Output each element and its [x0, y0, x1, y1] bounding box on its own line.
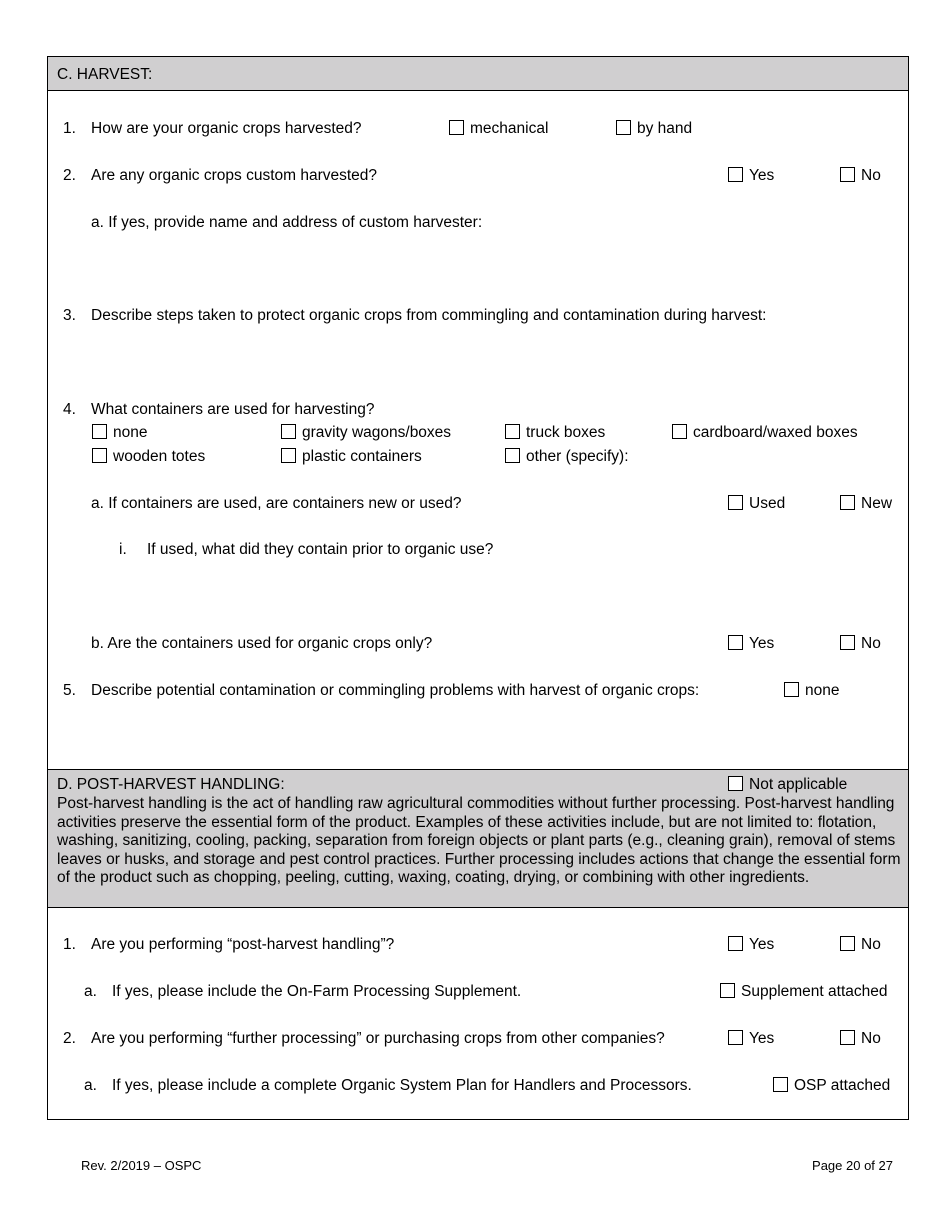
- q4-option-truck-boxes[interactable]: truck boxes: [505, 424, 605, 442]
- section-d-not-applicable-option[interactable]: Not applicable: [728, 776, 847, 794]
- q1-by-hand-option[interactable]: by hand: [616, 120, 692, 138]
- q2a-text: a. If yes, provide name and address of custom harvester:: [91, 214, 483, 231]
- q4-text: What containers are used for harvesting?: [91, 401, 375, 418]
- q2-yes-option[interactable]: Yes: [728, 167, 774, 185]
- checkbox[interactable]: [281, 448, 296, 463]
- q4b-text: b. Are the containers used for organic crops only?: [91, 635, 433, 652]
- checkbox[interactable]: [840, 167, 855, 182]
- d-q1-text: Are you performing “post-harvest handling”?: [91, 936, 395, 953]
- q5-text: Describe potential contamination or commingling problems with harvest of organic crops:: [91, 682, 700, 699]
- q4b-no-option[interactable]: No: [840, 635, 881, 653]
- checkbox[interactable]: [728, 776, 743, 791]
- q5-none-option[interactable]: none: [784, 682, 839, 700]
- d-q1-number: 1.: [63, 936, 76, 953]
- checkbox[interactable]: [784, 682, 799, 697]
- q2-no-option[interactable]: No: [840, 167, 881, 185]
- checkbox[interactable]: [840, 635, 855, 650]
- checkbox[interactable]: [505, 448, 520, 463]
- d-q2-number: 2.: [63, 1030, 76, 1047]
- q4-option-gravity-wagons[interactable]: gravity wagons/boxes: [281, 424, 451, 442]
- q4b-yes-option[interactable]: Yes: [728, 635, 774, 653]
- checkbox[interactable]: [840, 936, 855, 951]
- d-q1-yes-option[interactable]: Yes: [728, 936, 774, 954]
- q2-number: 2.: [63, 167, 76, 184]
- d-q2-no-option[interactable]: No: [840, 1030, 881, 1048]
- footer-page-number: Page 20 of 27: [812, 1158, 893, 1173]
- q3-number: 3.: [63, 307, 76, 324]
- d-q2a-number: a.: [84, 1077, 97, 1094]
- section-d-title: D. POST-HARVEST HANDLING:: [57, 776, 285, 793]
- section-c-title: C. HARVEST:: [57, 66, 153, 83]
- q4a-text: a. If containers are used, are containers new or used?: [91, 495, 462, 512]
- d-q1-no-option[interactable]: No: [840, 936, 881, 954]
- checkbox[interactable]: [728, 1030, 743, 1045]
- q4-option-none[interactable]: none: [92, 424, 147, 442]
- checkbox[interactable]: [672, 424, 687, 439]
- section-d-description: Post-harvest handling is the act of handling raw agricultural commodities without further processing. Post-harvest handling activities preserve the essential form of the product. Examples of these activities include, but are not limited to: flotation, washing, sanitizing, cooling, packing, separation from foreign objects or plant parts (e.g., cleaning grain), removal of stems leaves or husks, and storage and pest control practices. Further processing includes actions that change the essential form of the product such as chopping, peeling, cutting, waxing, coating, drying, or combining with other ingredients.: [57, 795, 901, 887]
- q5-number: 5.: [63, 682, 76, 699]
- checkbox[interactable]: [840, 495, 855, 510]
- checkbox[interactable]: [720, 983, 735, 998]
- checkbox[interactable]: [840, 1030, 855, 1045]
- checkbox[interactable]: [728, 167, 743, 182]
- d-q2a-osp-option[interactable]: OSP attached: [773, 1077, 890, 1095]
- checkbox[interactable]: [728, 936, 743, 951]
- q4-option-plastic-containers[interactable]: plastic containers: [281, 448, 422, 466]
- q1-text: How are your organic crops harvested?: [91, 120, 362, 137]
- section-c-header-divider: [47, 90, 909, 91]
- checkbox[interactable]: [728, 495, 743, 510]
- d-q1a-supplement-option[interactable]: Supplement attached: [720, 983, 888, 1001]
- d-q2-text: Are you performing “further processing” or purchasing crops from other companies?: [91, 1030, 665, 1047]
- section-c-header: [48, 57, 908, 90]
- d-q1a-text: If yes, please include the On-Farm Processing Supplement.: [112, 983, 522, 1000]
- q4a-new-option[interactable]: New: [840, 495, 892, 513]
- checkbox[interactable]: [616, 120, 631, 135]
- q4-number: 4.: [63, 401, 76, 418]
- q2-text: Are any organic crops custom harvested?: [91, 167, 378, 184]
- q4ai-number: i.: [119, 541, 127, 558]
- checkbox[interactable]: [449, 120, 464, 135]
- checkbox[interactable]: [505, 424, 520, 439]
- q4-option-wooden-totes[interactable]: wooden totes: [92, 448, 205, 466]
- d-q2-yes-option[interactable]: Yes: [728, 1030, 774, 1048]
- q4a-used-option[interactable]: Used: [728, 495, 785, 513]
- d-q1a-number: a.: [84, 983, 97, 1000]
- checkbox[interactable]: [728, 635, 743, 650]
- q4-option-other[interactable]: other (specify):: [505, 448, 629, 466]
- q1-number: 1.: [63, 120, 76, 137]
- q4ai-text: If used, what did they contain prior to organic use?: [147, 541, 494, 558]
- checkbox[interactable]: [281, 424, 296, 439]
- checkbox[interactable]: [92, 448, 107, 463]
- q1-mechanical-option[interactable]: mechanical: [449, 120, 548, 138]
- q4-option-cardboard-boxes[interactable]: cardboard/waxed boxes: [672, 424, 858, 442]
- footer-revision: Rev. 2/2019 – OSPC: [81, 1158, 202, 1173]
- d-q2a-text: If yes, please include a complete Organic System Plan for Handlers and Processors.: [112, 1077, 692, 1094]
- checkbox[interactable]: [773, 1077, 788, 1092]
- q3-text: Describe steps taken to protect organic crops from commingling and contamination during harvest:: [91, 307, 767, 324]
- checkbox[interactable]: [92, 424, 107, 439]
- section-d-header-divider: [47, 907, 909, 908]
